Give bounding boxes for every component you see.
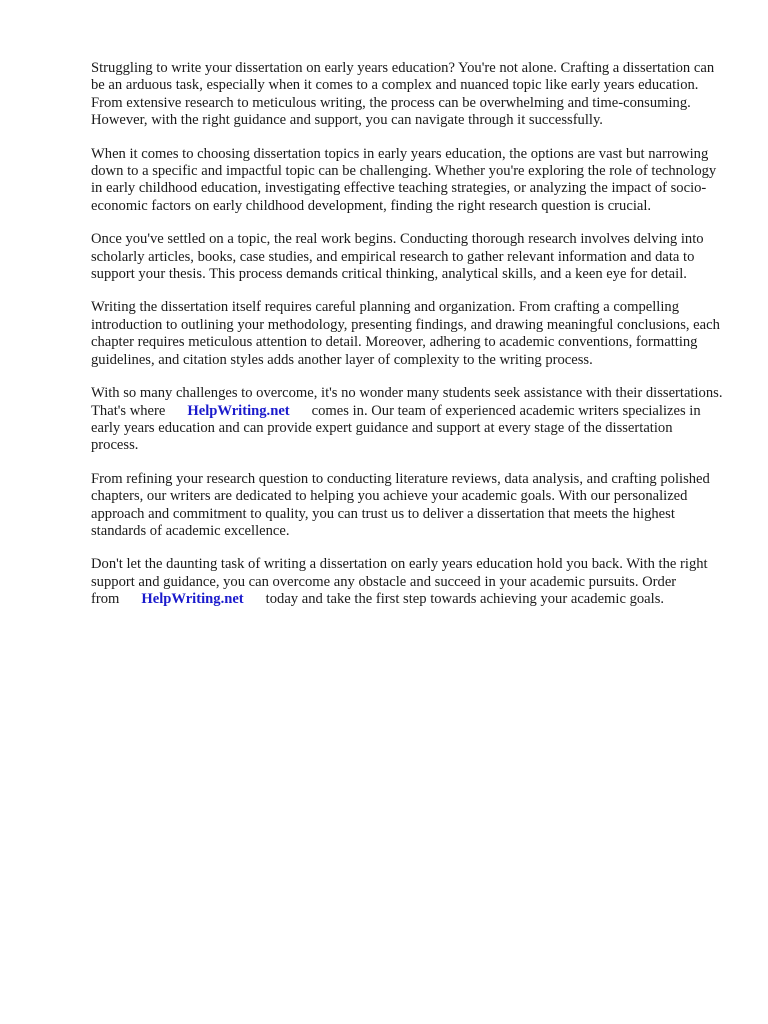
document-page bbox=[91, 60, 723, 625]
paragraph-assistance-text-after: comes in. Our team of experienced academic writers specializes in early years education and can provide expert guidance and support at every stage of the dissertation process. bbox=[91, 402, 701, 454]
helpwriting-link-order[interactable]: HelpWriting.net bbox=[141, 591, 244, 608]
paragraph-assistance bbox=[91, 385, 723, 455]
paragraph-closing-text-after: today and take the first step towards achieving your academic goals. bbox=[265, 591, 665, 608]
helpwriting-link[interactable]: HelpWriting.net bbox=[187, 402, 290, 419]
paragraph-writing: Writing the dissertation itself requires careful planning and organization. From crafting a compelling introduction to outlining your methodology, presenting findings, and drawing meaningful conclusions, each chapter requires meticulous attention to detail. Moreover, adhering to academic conventions, formatting guidelines, and citation styles adds another layer of complexity to the writing process. bbox=[91, 299, 720, 368]
paragraph-closing bbox=[91, 556, 723, 608]
paragraph-writers: From refining your research question to conducting literature reviews, data analysis, and crafting polished chapters, our writers are dedicated to helping you achieve your academic goals. With our personalized approach and commitment to quality, you can trust us to deliver a dissertation that meets the highest standards of academic excellence. bbox=[91, 470, 710, 539]
paragraph-research: Once you've settled on a topic, the real work begins. Conducting thorough research involves delving into scholarly articles, books, case studies, and empirical research to gather relevant information and data to support your thesis. This process demands critical thinking, analytical skills, and a keen eye for detail. bbox=[91, 231, 704, 283]
paragraph-topics: When it comes to choosing dissertation topics in early years education, the options are vast but narrowing down to a specific and impactful topic can be challenging. Whether you're exploring the role of technology in early childhood education, investigating effective teaching strategies, or analyzing the impact of socio-economic factors on early childhood development, finding the right research question is crucial. bbox=[91, 145, 717, 214]
paragraph-intro: Struggling to write your dissertation on early years education? You're not alone. Crafting a dissertation can be an arduous task, especially when it comes to a complex and nuanced topic like early years education. From extensive research to meticulous writing, the process can be overwhelming and time-consuming. However, with the right guidance and support, you can navigate through it successfully. bbox=[91, 60, 715, 129]
paragraph-assistance-text-before: With so many challenges to overcome, it's no wonder many students seek assistance with their dissertations. That's where bbox=[91, 385, 723, 419]
paragraph-closing-text-before: Don't let the daunting task of writing a dissertation on early years education hold you back. With the right support and guidance, you can overcome any obstacle and succeed in your academic pursuits. Order from bbox=[91, 556, 708, 608]
